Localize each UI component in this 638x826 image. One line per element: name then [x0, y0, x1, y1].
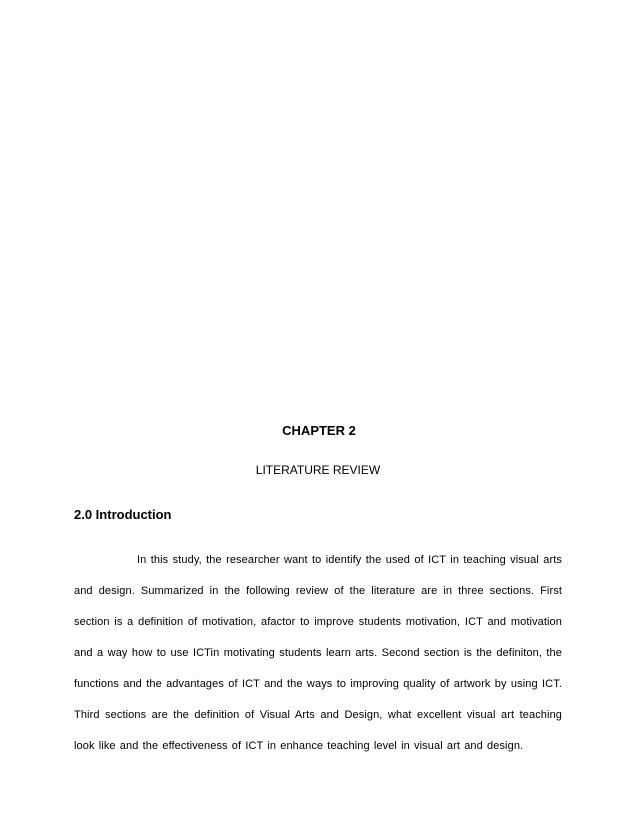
- paragraph-text: In this study, the researcher want to identify the used of ICT in teaching visual arts and design. Summarized in the following review of the literature are in three sections. First section is a definition of motivation, afactor to improve students motivation, ICT and motivation and a way how to use ICTin motivating students learn arts. Second section is the definiton, the functions and the advantages of ICT and the ways to improving quality of artwork by using ICT. Third sections are the definition of Visual Arts and Design, what excellent visual art teaching look like and the effectiveness of ICT in enhance teaching level in visual art and design.: [74, 554, 562, 752]
- body-paragraph: [74, 545, 562, 762]
- chapter-subtitle: [0, 463, 638, 477]
- chapter-title: [0, 423, 638, 438]
- section-heading: 2.0 Introduction: [74, 507, 172, 522]
- chapter-title-text: CHAPTER 2: [282, 423, 356, 438]
- chapter-subtitle-text: LITERATURE REVIEW: [255, 463, 381, 477]
